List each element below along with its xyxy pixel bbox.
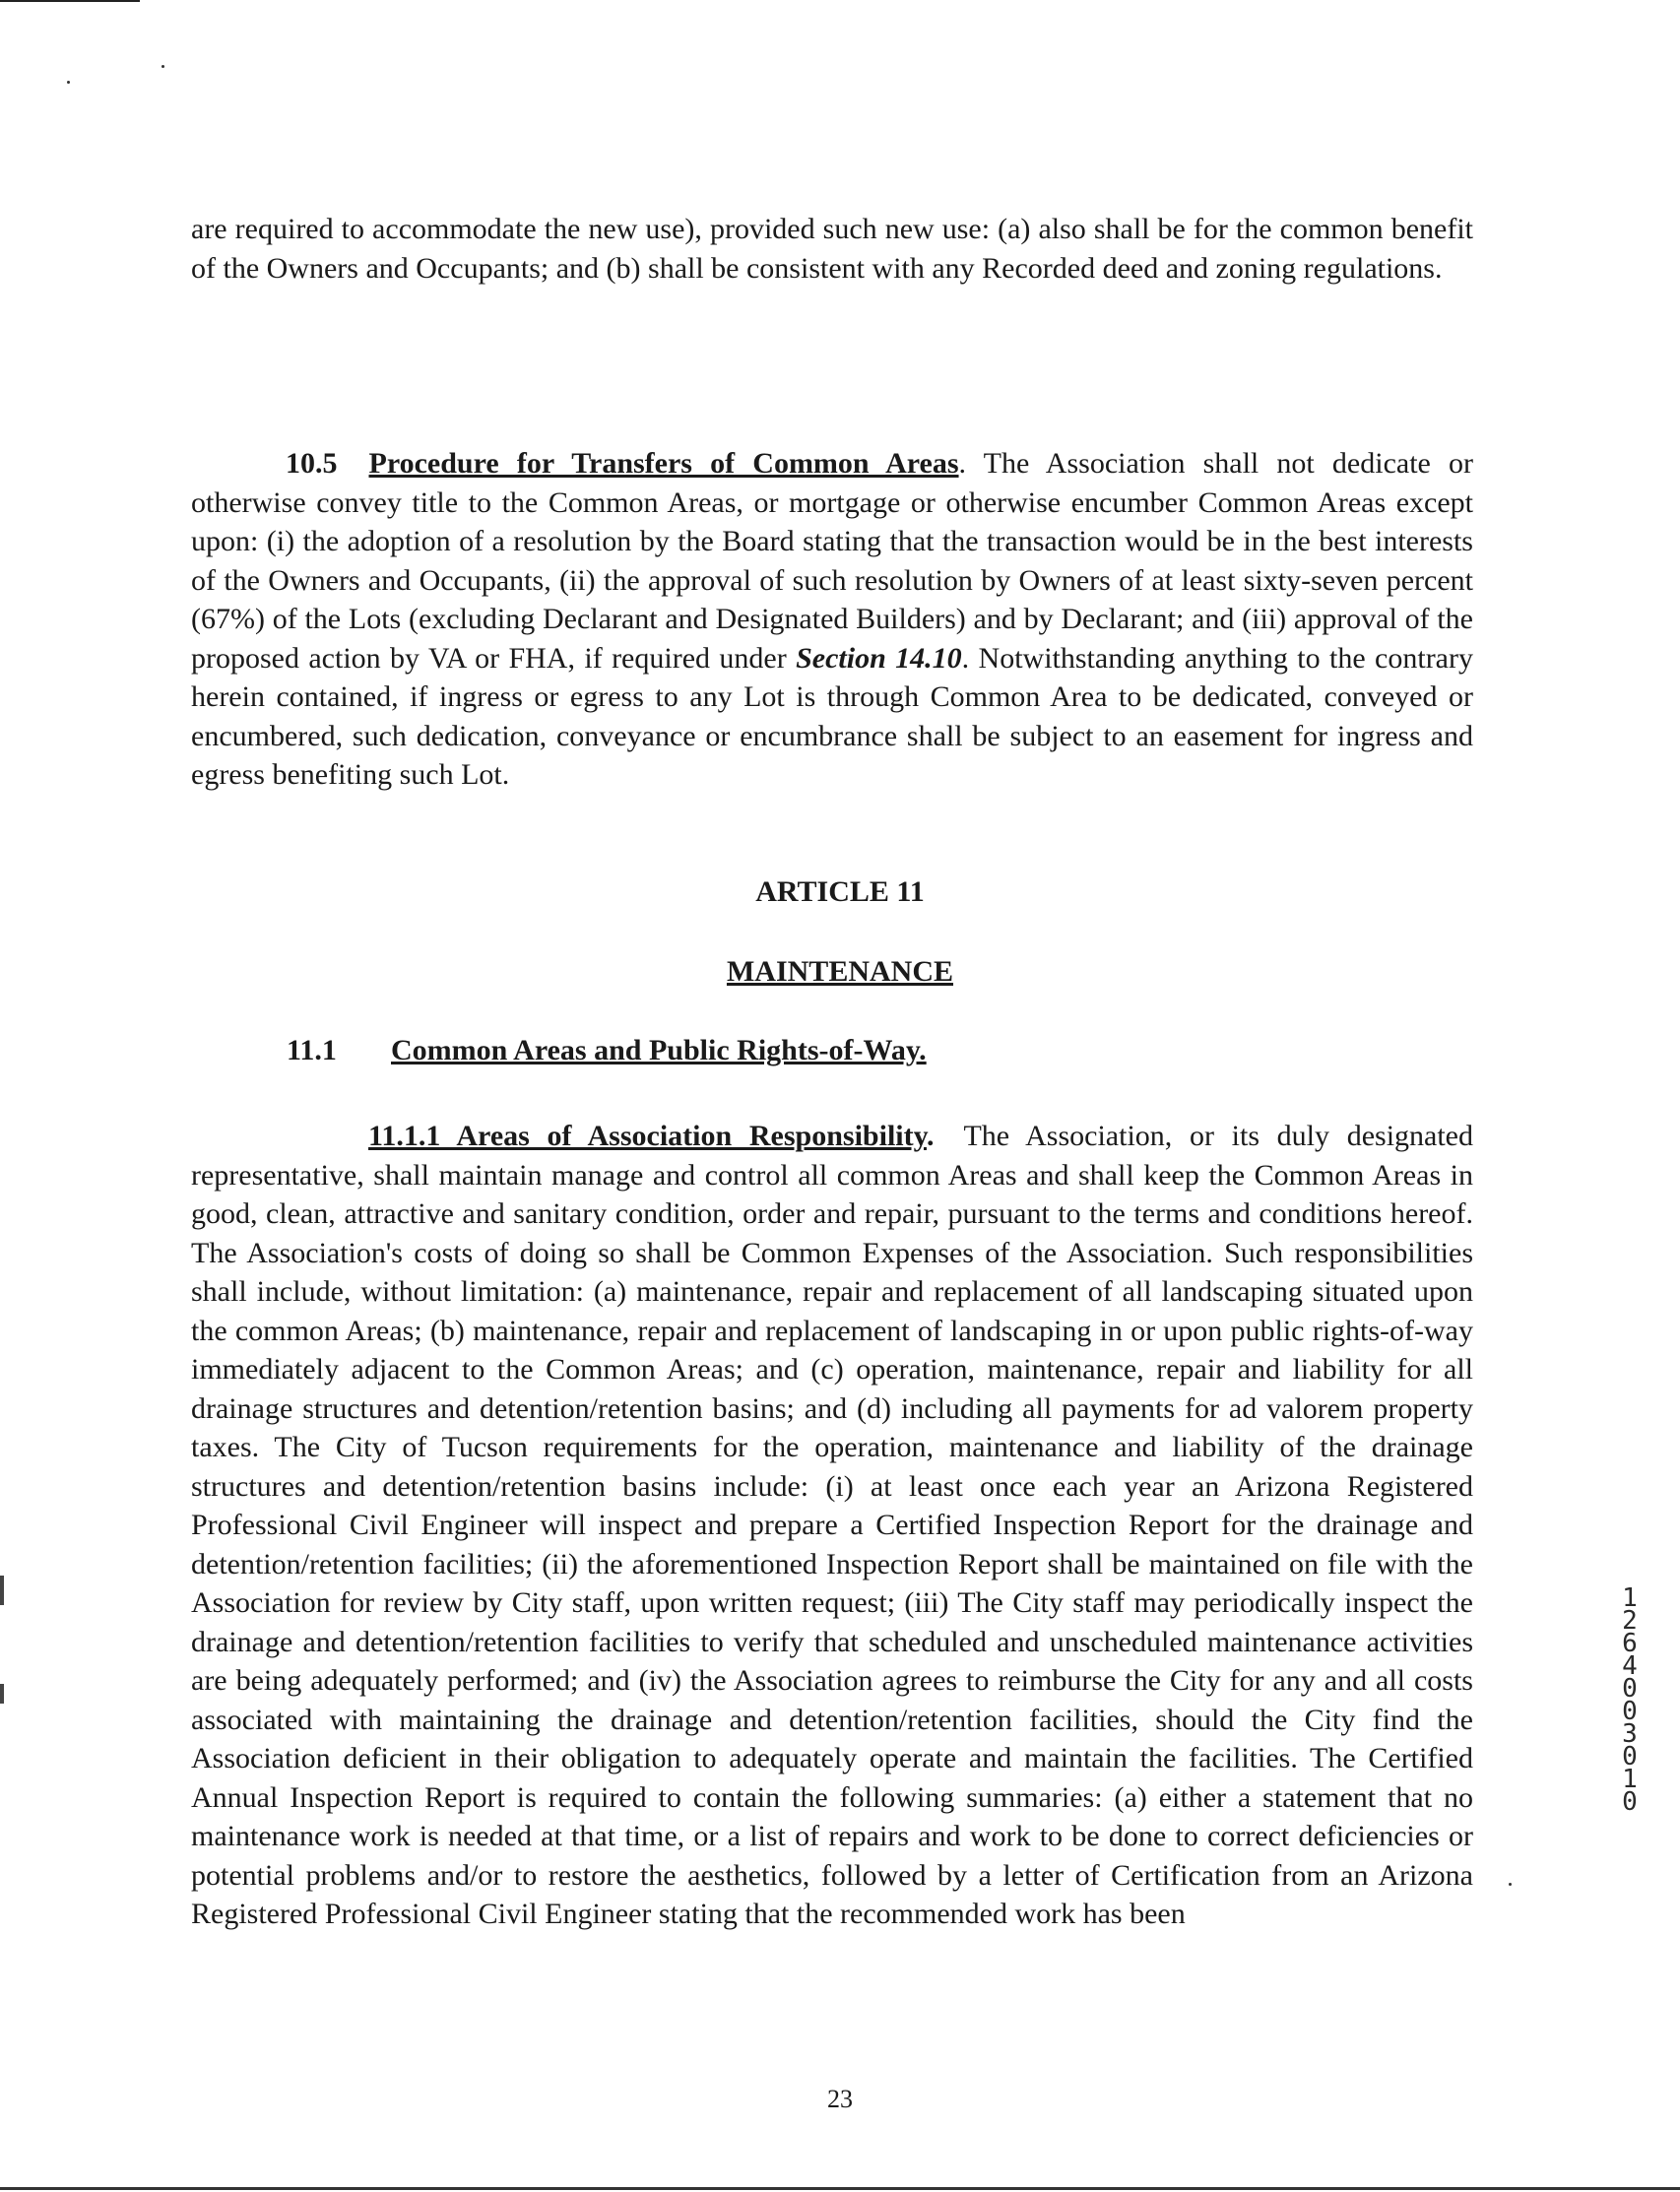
scan-speck — [67, 81, 70, 84]
recording-margin-code-text: 12640 03010 — [1622, 1583, 1638, 1817]
page-number: 23 — [827, 2085, 853, 2113]
section-11-1-1-paragraph — [191, 1117, 1473, 1934]
article-title: ARTICLE 11 — [755, 875, 925, 908]
section-10-5-number: 10.5 — [286, 447, 338, 480]
scan-bottom-edge — [0, 2187, 1680, 2190]
scan-speck — [162, 65, 164, 68]
section-10-5-title: Procedure for Transfers of Common Areas — [368, 447, 959, 480]
article-name — [0, 955, 1680, 989]
section-11-1-title: Common Areas and Public Rights-of-Way. — [391, 1034, 927, 1066]
section-11-1-1-title-period: . — [926, 1120, 935, 1152]
section-11-1-heading — [287, 1034, 927, 1067]
recording-margin-code — [1619, 1583, 1641, 1817]
scan-edge-line — [0, 0, 140, 2]
section-14-10-reference: Section 14.10 — [796, 641, 962, 675]
scan-speck — [1509, 1883, 1512, 1886]
paragraph-continued: are required to accommodate the new use), provided such new use: (a) also shall be for the common benefit of the Owners and Occupants; and (b) shall be consistent with any Recorded deed and zoning regulations. — [191, 213, 1473, 285]
section-11-1-1-text: The Association, or its duly designated representative, shall maintain manage and control all common Areas and shall keep the Common Areas in good, clean, attractive and sanitary condition, order and repair, pursuant to the terms and conditions hereof. The Association's costs of doing so shall be Common Expenses of the Association. Such responsibilities shall include, without limitation: (a) maintenance, repair and replacement of all landscaping situated upon the common Areas; (b) maintenance, repair and replacement of landscaping in or upon public rights-of-way immediately adjacent to the Common Areas; and (c) operation, maintenance, repair and liability for all drainage structures and detention/retention basins; and (d) including all payments for ad valorem property taxes. The City of Tucson requirements for the operation, maintenance and liability of the drainage structures and detention/retention basins include: (i) at least once each year an Arizona Registered Professional Civil Engineer will inspect and prepare a Certified Inspection Report for the drainage and detention/retention facilities; (ii) the aforementioned Inspection Report shall be maintained on file with the Association for review by City staff, upon written request; (iii) The City staff may periodically inspect the drainage and detention/retention facilities to verify that scheduled and unscheduled maintenance activities are being adequately performed; and (iv) the Association agrees to reimburse the City for any and all costs associated with maintaining the drainage and detention/retention facilities, should the City find the Association deficient in their obligation to adequately operate and maintain the facilities. The Certified Annual Inspection Report is required to contain the following summaries: (a) either a statement that no maintenance work is needed at that time, or a list of repairs and work to be done to correct deficiencies or potential problems and/or to restore the aesthetics, followed by a letter of Certification from an Arizona Registered Professional Civil Engineer stating that the recommended work has been — [191, 1120, 1473, 1930]
scan-edge-tick — [0, 1684, 4, 1704]
scan-edge-tick — [0, 1576, 4, 1605]
section-10-5-text-a: . The Association shall not dedicate or otherwise convey title to the Common Areas, or mortgage or otherwise encumber Common Areas except upon: (i) the adoption of a resolution by the Board stating that the transaction would be in the best interests of the Owners and Occupants, (ii) the approval of such resolution by Owners of at least sixty-seven percent (67%) of the Lots (excluding Declarant and Designated Builders) and by Declarant; and (iii) approval of the proposed action by VA or FHA, if required under — [191, 447, 1473, 675]
section-11-1-number: 11.1 — [287, 1034, 337, 1066]
section-10-5-text-b: . Notwithstanding anything to the contrary herein contained, if ingress or egress to any Lot is through Common Area to be dedicated, conveyed or encumbered, such dedication, conveyance or encumbrance shall be subject to an easement for ingress and egress benefiting such Lot. — [191, 641, 1473, 791]
section-11-1-1-title: 11.1.1 Areas of Association Responsibility — [368, 1120, 927, 1152]
article-name-text: MAINTENANCE — [726, 955, 953, 988]
section-10-5-paragraph — [191, 444, 1473, 795]
